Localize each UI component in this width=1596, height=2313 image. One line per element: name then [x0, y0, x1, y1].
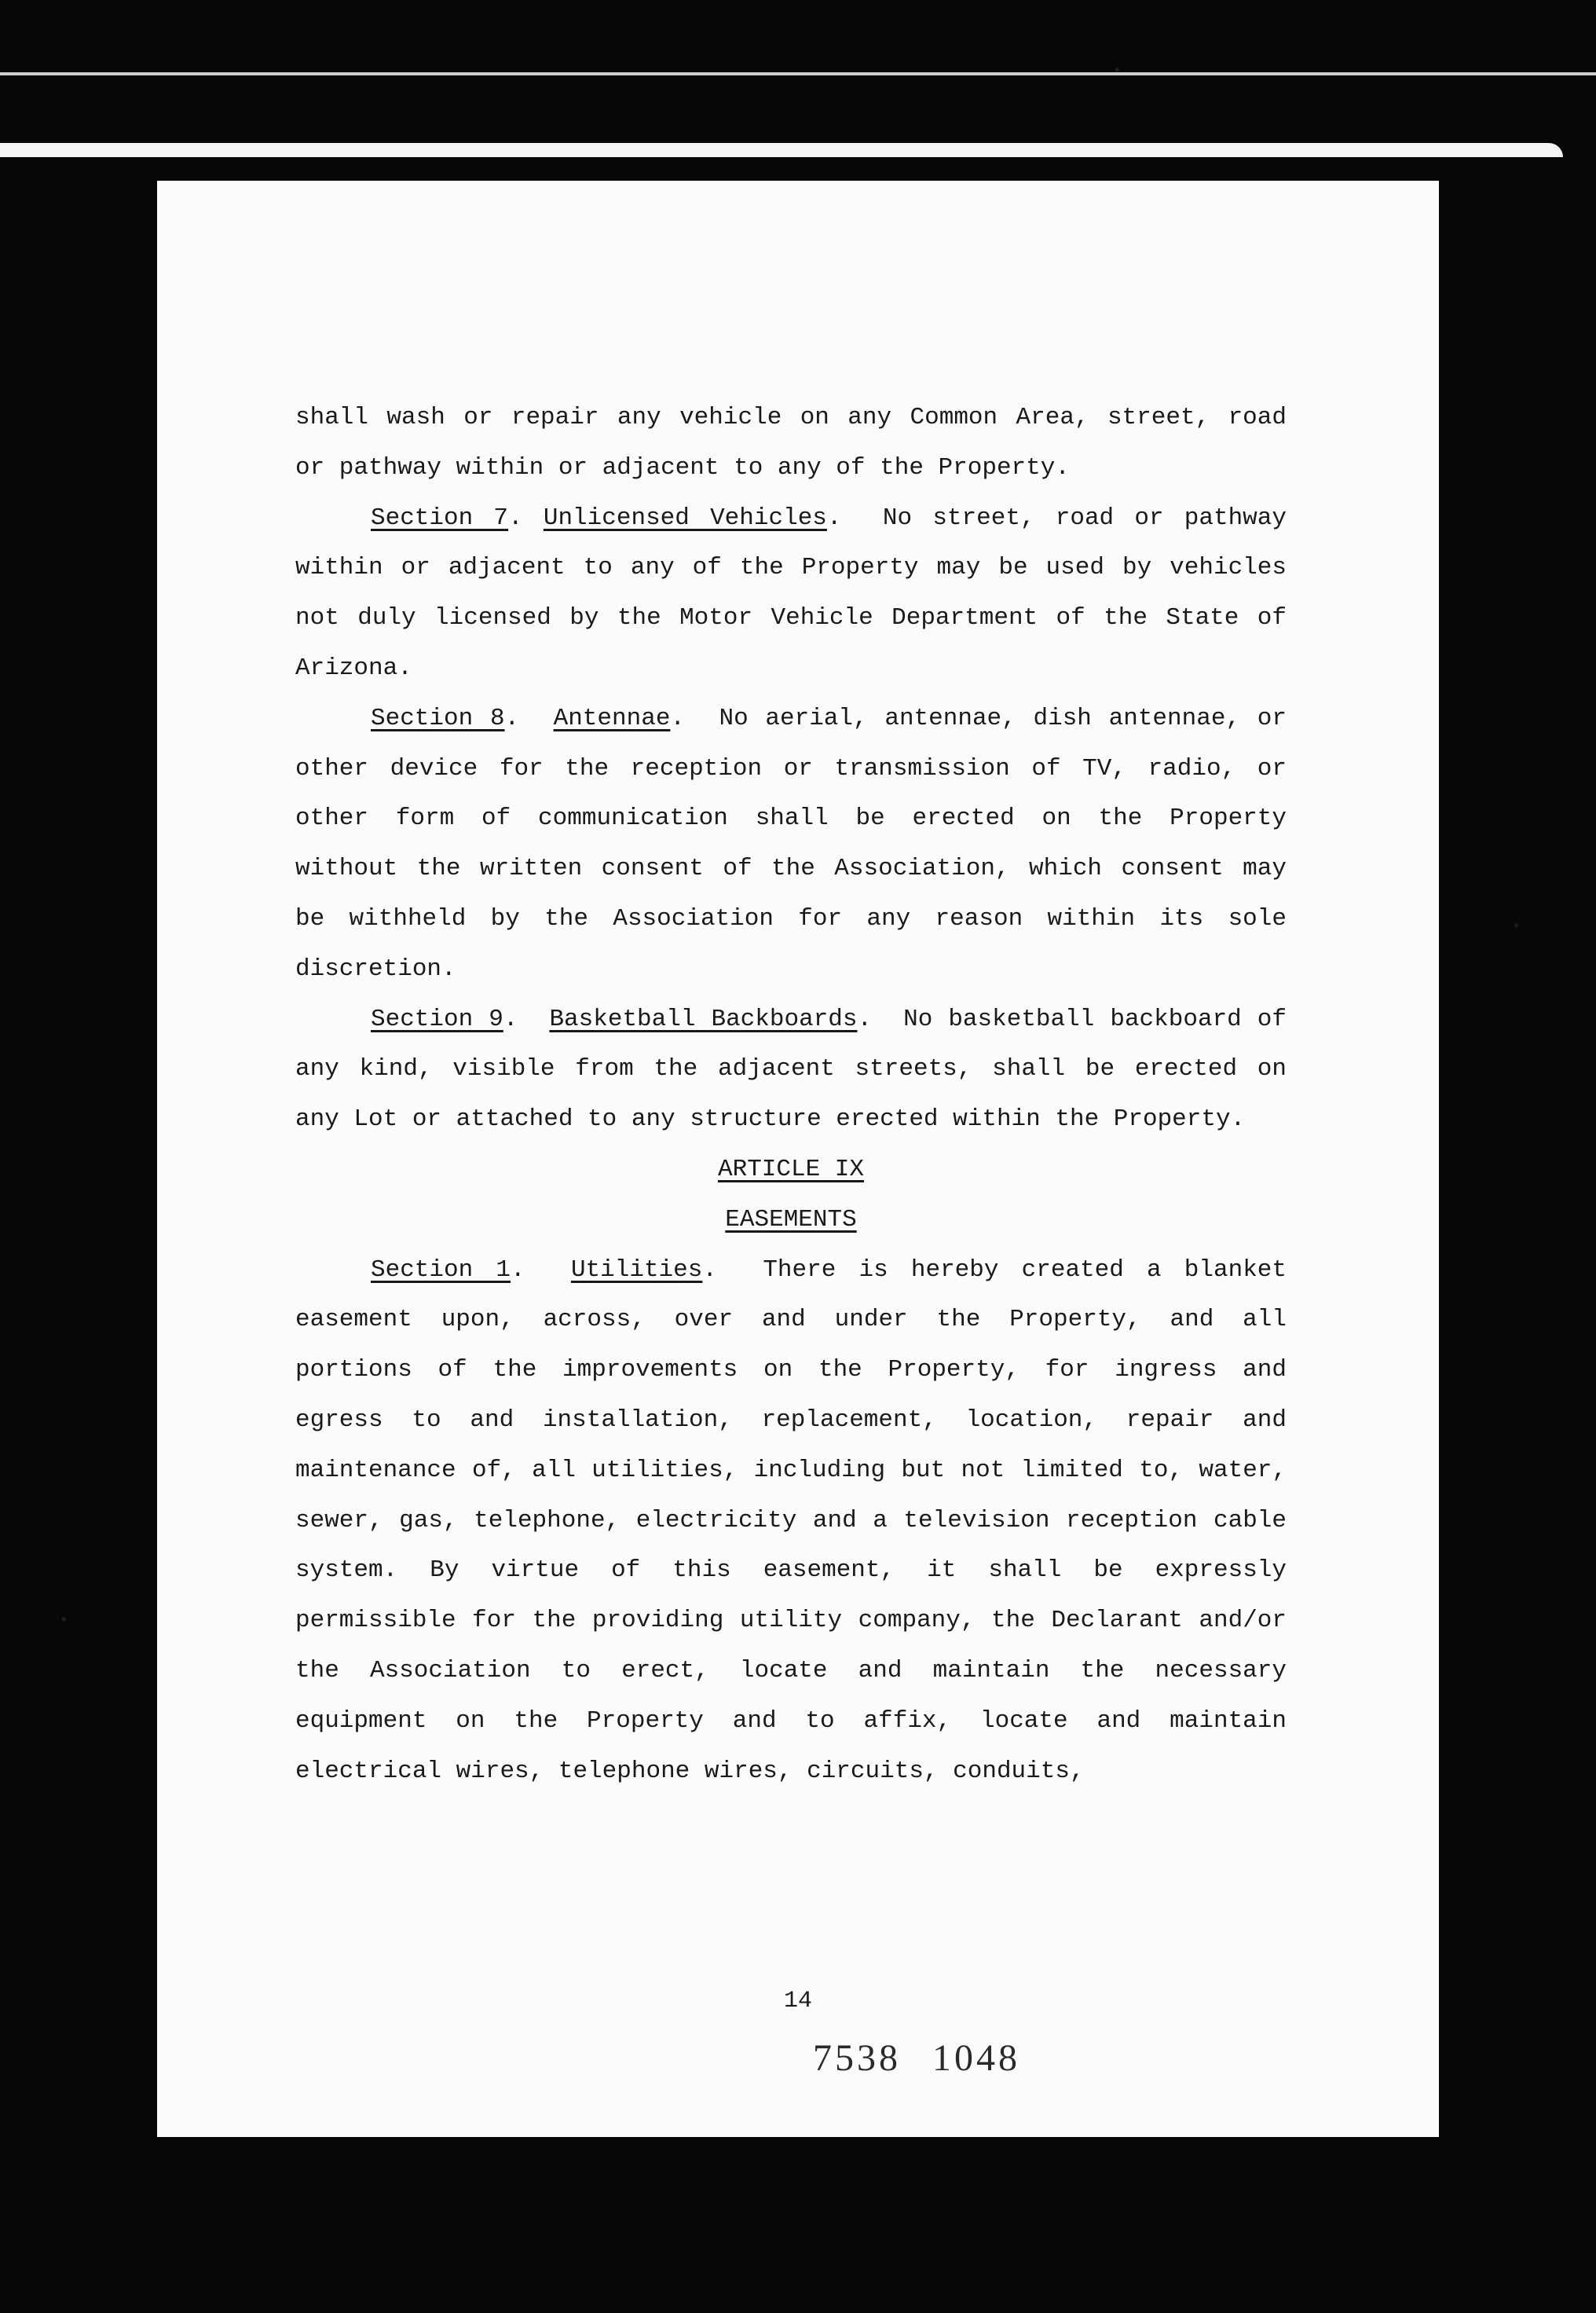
intro-paragraph: shall wash or repair any vehicle on any Common Area, street, road or pathway within or adjacent to any of the Property.: [295, 404, 1287, 482]
article-heading: ARTICLE IX: [717, 1155, 865, 1183]
section-9-paragraph: Section 9. Basketball Backboards. No basketball backboard of any kind, visible from the adjacent streets, shall be erected on any Lot or attached to any structure erected within the Property.: [295, 1005, 1287, 1134]
section-8-title: Antennae: [553, 704, 671, 732]
section-7-paragraph: Section 7. Unlicensed Vehicles. No street, road or pathway within or adjacent to any of the Property may be used by vehicles not duly licensed by the Motor Vehicle Department of the State of Arizona.: [295, 504, 1287, 682]
article-subheading-line: [295, 1195, 1287, 1245]
recording-book-number: 7538: [813, 2037, 901, 2079]
scanner-edge-line: [0, 72, 1596, 75]
section-8-body: No aerial, antennae, dish antennae, or other device for the reception or transmission of TV, radio, or other form of communication shall be erected on the Property without the written consent of the Association, which consent may be withheld by the Association for any reason within its sole discretion.: [295, 704, 1287, 983]
page-number: 14: [783, 1988, 812, 2014]
document-body: [295, 393, 1287, 1796]
section-1-body: There is hereby created a blanket easement upon, across, over and under the Property, and all portions of the improvements on the Property, for ingress and egress to and installation, replacement, location, repair and maintenance of, all utilities, including but not limited to, water, sewer, gas, telephone, electricity and a television reception cable system. By virtue of this easement, it shall be expressly permissible for the providing utility company, the Declarant and/or the Association to erect, locate and maintain the necessary equipment on the Property and to affix, locate and maintain electrical wires, telephone wires, circuits, conduits,: [295, 1255, 1287, 1785]
document-page: [157, 181, 1439, 2137]
section-8-paragraph: Section 8. Antennae. No aerial, antennae, dish antennae, or other device for the reception or transmission of TV, radio, or other form of communication shall be erected on the Property without the written consent of the Association, which consent may be withheld by the Association for any reason within its sole discretion.: [295, 704, 1287, 983]
article-heading-line: [295, 1145, 1287, 1195]
section-7-label: Section 7: [371, 504, 509, 532]
section-1-paragraph: Section 1. Utilities. There is hereby created a blanket easement upon, across, over and under the Property, and all portions of the improvements on the Property, for ingress and egress to and installation, replacement, location, repair and maintenance of, all utilities, including but not limited to, water, sewer, gas, telephone, electricity and a television reception cable system. By virtue of this easement, it shall be expressly permissible for the providing utility company, the Declarant and/or the Association to erect, locate and maintain the necessary equipment on the Property and to affix, locate and maintain electrical wires, telephone wires, circuits, conduits,: [295, 1255, 1287, 1785]
article-subheading: EASEMENTS: [725, 1205, 857, 1233]
section-7-body: No street, road or pathway within or adjacent to any of the Property may be used by vehicles not duly licensed by the Motor Vehicle Department of the State of Arizona.: [295, 504, 1287, 682]
section-9-title: Basketball Backboards: [549, 1005, 858, 1033]
section-1-title: Utilities: [570, 1255, 703, 1284]
section-7-title: Unlicensed Vehicles: [543, 504, 827, 532]
section-9-label: Section 9: [371, 1005, 503, 1033]
scanner-edge-band: [0, 143, 1563, 157]
recording-stamp: [813, 2036, 1052, 2080]
section-9-body: No basketball backboard of any kind, visible from the adjacent streets, shall be erected on any Lot or attached to any structure erected within the Property.: [295, 1005, 1287, 1134]
section-8-label: Section 8: [371, 704, 505, 732]
section-1-label: Section 1: [371, 1255, 511, 1284]
recording-page-number: 1048: [932, 2037, 1020, 2079]
